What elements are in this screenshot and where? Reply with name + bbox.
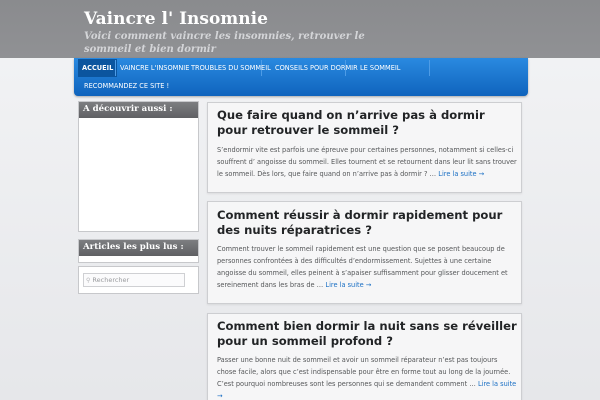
main-navigation — [74, 58, 528, 96]
post-card — [207, 102, 522, 193]
read-more-link[interactable]: Lire la suite → — [217, 380, 517, 400]
search-input[interactable] — [83, 273, 185, 287]
post-excerpt-text: Comment trouver le sommeil rapidement est une question que se posent beaucoup de personnes confrontées à des difficultés d’endormissement. Sujettes à une certaine angoisse du sommeil, elles peinent à s’apaiser suffisamment pour glisser doucement et sereinement dans les bras de … — [217, 245, 508, 289]
post-card — [207, 201, 522, 304]
site-title[interactable]: Vaincre l' Insomnie — [84, 9, 268, 29]
site-header — [0, 0, 600, 58]
nav-separator — [429, 60, 430, 76]
post-excerpt-text: S’endormir vite est parfois une épreuve pour certaines personnes, notamment si celles-ci souffrent d’ angoisse du sommeil. Elles tournent et se retournent dans leur lit sans trouver le sommeil. Dès lors, que faire quand on n’arrive pas à dormir ? … — [217, 146, 517, 178]
nav-item-conseils-dormir[interactable]: CONSEILS POUR DORMIR — [275, 64, 358, 72]
nav-item-recommandez[interactable]: RECOMMANDEZ CE SITE ! — [84, 82, 170, 90]
post-title[interactable]: Comment réussir à dormir rapidement pour des nuits réparatrices ? — [217, 208, 503, 237]
post-excerpt-text: Passer une bonne nuit de sommeil et avoir un sommeil réparateur n’est pas toujours chose facile, alors que c’est indispensable pour être en forme tout au long de la journée. C’est pourquoi nombreuses sont les personnes qui se demandent comment … — [217, 356, 511, 388]
magnifier-icon: ⚲ — [86, 277, 91, 284]
post-title[interactable]: Que faire quand on n’arrive pas à dormir pour retrouver le sommeil ? — [217, 108, 485, 137]
post-excerpt — [217, 354, 517, 400]
post-excerpt — [217, 243, 517, 291]
widget-title-plus-lus: Articles les plus lus : — [79, 240, 198, 256]
site-description: Voici comment vaincre les insomnies, retrouver le sommeil et bien dormir — [84, 31, 365, 55]
widget-plus-lus — [78, 239, 199, 263]
read-more-link[interactable]: Lire la suite → — [438, 170, 485, 178]
nav-item-accueil[interactable]: ACCUEIL — [78, 59, 117, 77]
widget-title-decouvrir: A découvrir aussi : — [79, 102, 198, 118]
post-title[interactable]: Comment bien dormir la nuit sans se réveiller pour un sommeil profond ? — [217, 319, 517, 348]
nav-item-troubles-sommeil[interactable]: TROUBLES DU SOMMEIL — [191, 64, 271, 72]
post-card — [207, 313, 522, 400]
post-excerpt — [217, 144, 517, 180]
read-more-link[interactable]: Lire la suite → — [325, 281, 372, 289]
nav-item-le-sommeil[interactable]: LE SOMMEIL — [360, 64, 401, 72]
nav-item-vaincre-insomnie[interactable]: VAINCRE L'INSOMNIE — [120, 64, 190, 72]
widget-decouvrir — [78, 101, 199, 232]
search-placeholder: Rechercher — [92, 276, 130, 284]
